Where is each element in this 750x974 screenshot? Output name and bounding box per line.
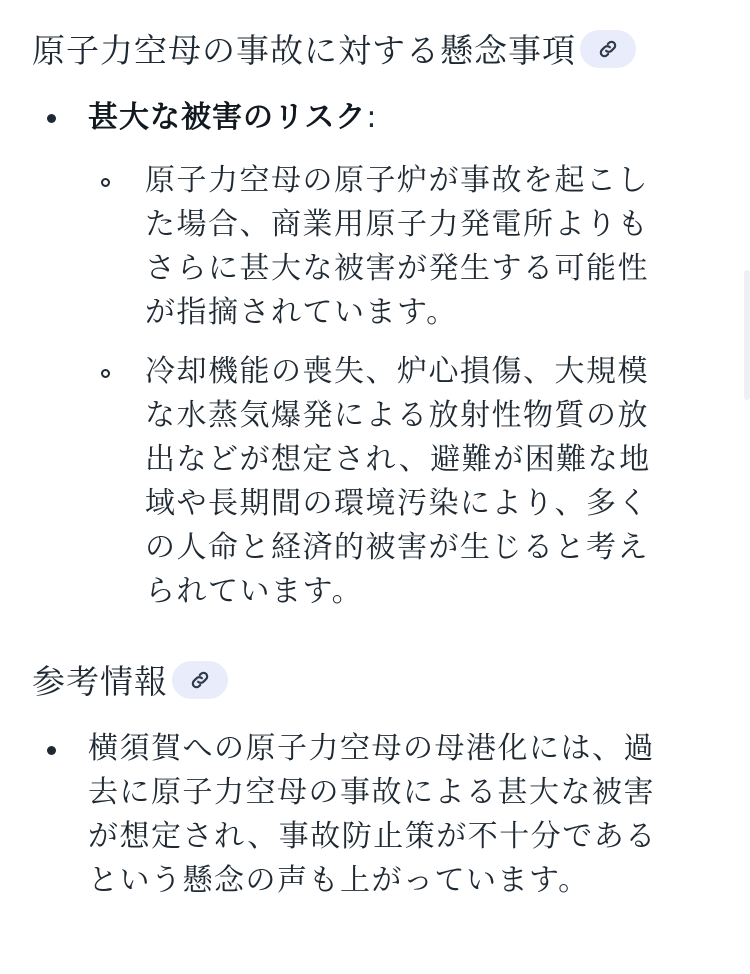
sub-bullet-ring	[101, 178, 110, 187]
text-line: 冷却機能の喪失、炉心損傷、大規模	[145, 354, 649, 389]
text-line: の人命と経済的被害が生じると考え	[145, 530, 649, 565]
text-line: さらに甚大な被害が発生する可能性	[145, 251, 649, 286]
text-line: 横須賀への原子力空母の母港化には、過	[88, 731, 655, 766]
link-icon	[189, 669, 211, 691]
section-heading-references	[32, 656, 228, 703]
text-line: が指摘されています。	[145, 295, 458, 330]
section-heading-concerns	[32, 25, 636, 72]
text-line: という懸念の声も上がっています。	[88, 863, 590, 898]
scrollbar-track[interactable]	[744, 270, 750, 400]
heading-text: 参考情報	[32, 662, 168, 701]
bullet-dot	[47, 114, 56, 123]
link-icon	[597, 38, 619, 60]
heading-text: 原子力空母の事故に対する懸念事項	[32, 31, 576, 70]
heading-link-button[interactable]	[172, 661, 228, 699]
text-line: た場合、商業用原子力発電所よりも	[145, 207, 649, 242]
text-line: な水蒸気爆発による放射性物質の放	[145, 398, 649, 433]
text-line: 出などが想定され、避難が困難な地	[145, 442, 651, 477]
sub-bullet-ring	[101, 369, 110, 378]
bullet-title: 甚大な被害のリスク:	[88, 100, 378, 135]
text-line: 域や長期間の環境汚染により、多く	[145, 486, 649, 521]
heading-link-button[interactable]	[580, 30, 636, 68]
text-line: 原子力空母の原子炉が事故を起こし	[145, 163, 649, 198]
text-line: られています。	[145, 574, 364, 609]
text-line: が想定され、事故防止策が不十分である	[88, 819, 657, 854]
text-line: 去に原子力空母の事故による甚大な被害	[88, 775, 655, 810]
bullet-dot	[47, 746, 56, 755]
